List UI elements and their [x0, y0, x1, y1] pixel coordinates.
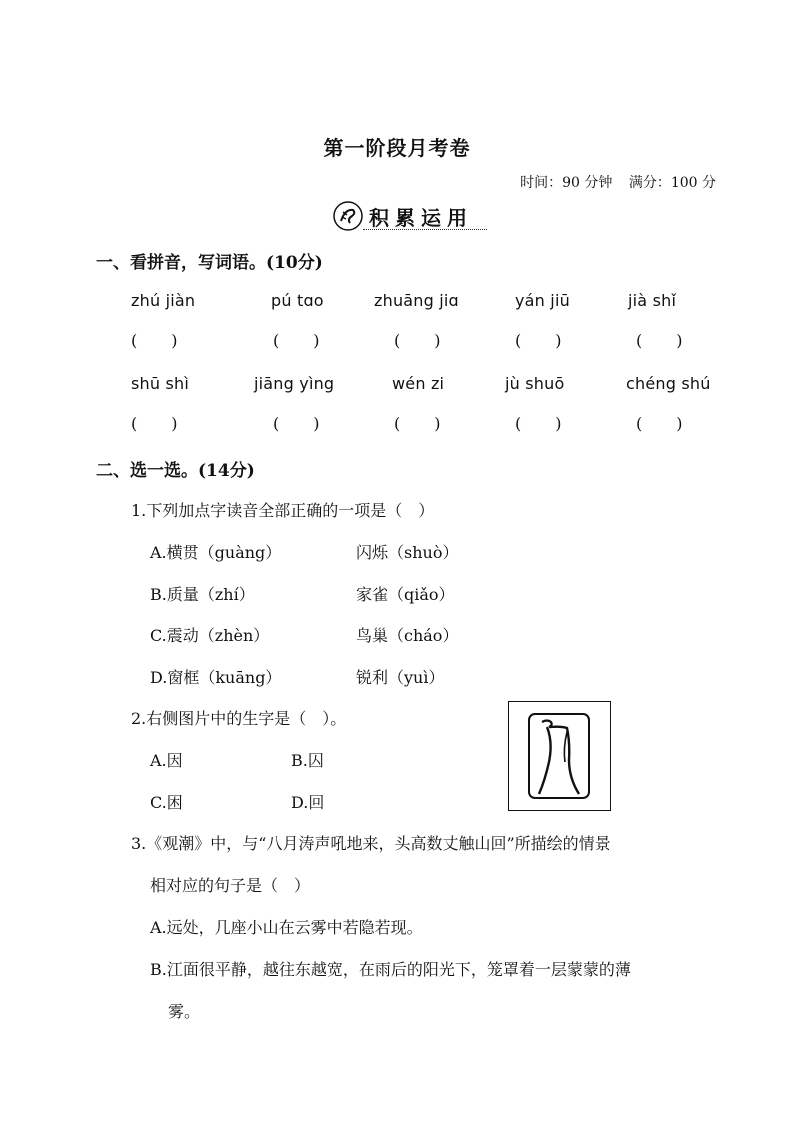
answer-blank[interactable]: ( ) [515, 331, 562, 350]
q2-option-d[interactable]: D.回 [291, 793, 325, 812]
answer-blank[interactable]: ( ) [273, 414, 320, 433]
answer-blank[interactable]: ( ) [131, 414, 178, 433]
answer-blank[interactable]: ( ) [636, 331, 683, 350]
q1-option-a[interactable]: A.横贯（guàng） [150, 543, 282, 562]
q2-option-b[interactable]: B.囚 [291, 751, 324, 770]
q2-option-a[interactable]: A.因 [150, 751, 183, 770]
pinyin-7: jiāng yìng [254, 374, 335, 393]
scroll-emblem-icon [333, 201, 363, 231]
q1-option-c[interactable]: C.震动（zhèn） [150, 626, 270, 645]
answer-blank[interactable]: ( ) [515, 414, 562, 433]
question-3-line2: 相对应的句子是（ ） [150, 876, 311, 895]
section-2-title: 二、选一选。(14分) [96, 461, 255, 481]
character-image [508, 701, 611, 811]
q3-option-b[interactable]: B.江面很平静，越往东越宽，在雨后的阳光下，笼罩着一层蒙蒙的薄 [150, 960, 631, 979]
pinyin-6: shū shì [131, 374, 190, 393]
q1-option-b-word2: 家雀（qiǎo） [356, 585, 455, 604]
answer-blank[interactable]: ( ) [636, 414, 683, 433]
pinyin-10: chéng shú [626, 374, 711, 393]
pinyin-9: jù shuō [505, 374, 565, 393]
exam-time: 时间：90 分钟 [520, 175, 613, 191]
answer-blank[interactable]: ( ) [394, 331, 441, 350]
banner-underline [363, 229, 487, 230]
question-1: 1.下列加点字读音全部正确的一项是（ ） [131, 501, 435, 520]
q1-option-b[interactable]: B.质量（zhí） [150, 585, 255, 604]
pinyin-4: yán jiū [515, 291, 570, 310]
pinyin-3: zhuāng jiɑ [374, 291, 459, 310]
question-2: 2.右侧图片中的生字是（ ）。 [131, 709, 347, 728]
exam-meta [508, 172, 716, 192]
q3-option-b-cont: 雾。 [168, 1002, 201, 1021]
banner-label: 积累运用 [369, 206, 473, 230]
section-1-title: 一、看拼音，写词语。(10分) [96, 253, 323, 273]
pinyin-1: zhú jiàn [131, 291, 196, 310]
question-3-line1: 3.《观潮》中，与“八月涛声吼地来，头高数丈触山回”所描绘的情景 [131, 834, 611, 853]
q1-option-d-word2: 锐利（yuì） [356, 668, 445, 687]
pinyin-5: jià shǐ [628, 291, 677, 310]
answer-blank[interactable]: ( ) [394, 414, 441, 433]
q3-option-a[interactable]: A.远处，几座小山在云雾中若隐若现。 [150, 918, 423, 937]
ancient-character-glyph [509, 702, 609, 809]
pinyin-2: pú tɑo [271, 291, 324, 310]
answer-blank[interactable]: ( ) [273, 331, 320, 350]
q1-option-d[interactable]: D.窗框（kuāng） [150, 668, 282, 687]
page-title: 第一阶段月考卷 [323, 136, 471, 160]
q1-option-c-word2: 鸟巢（cháo） [356, 626, 459, 645]
pinyin-8: wén zi [392, 374, 445, 393]
exam-score: 满分：100 分 [628, 175, 716, 191]
q2-option-c[interactable]: C.困 [150, 793, 183, 812]
q1-option-a-word2: 闪烁（shuò） [356, 543, 459, 562]
answer-blank[interactable]: ( ) [131, 331, 178, 350]
